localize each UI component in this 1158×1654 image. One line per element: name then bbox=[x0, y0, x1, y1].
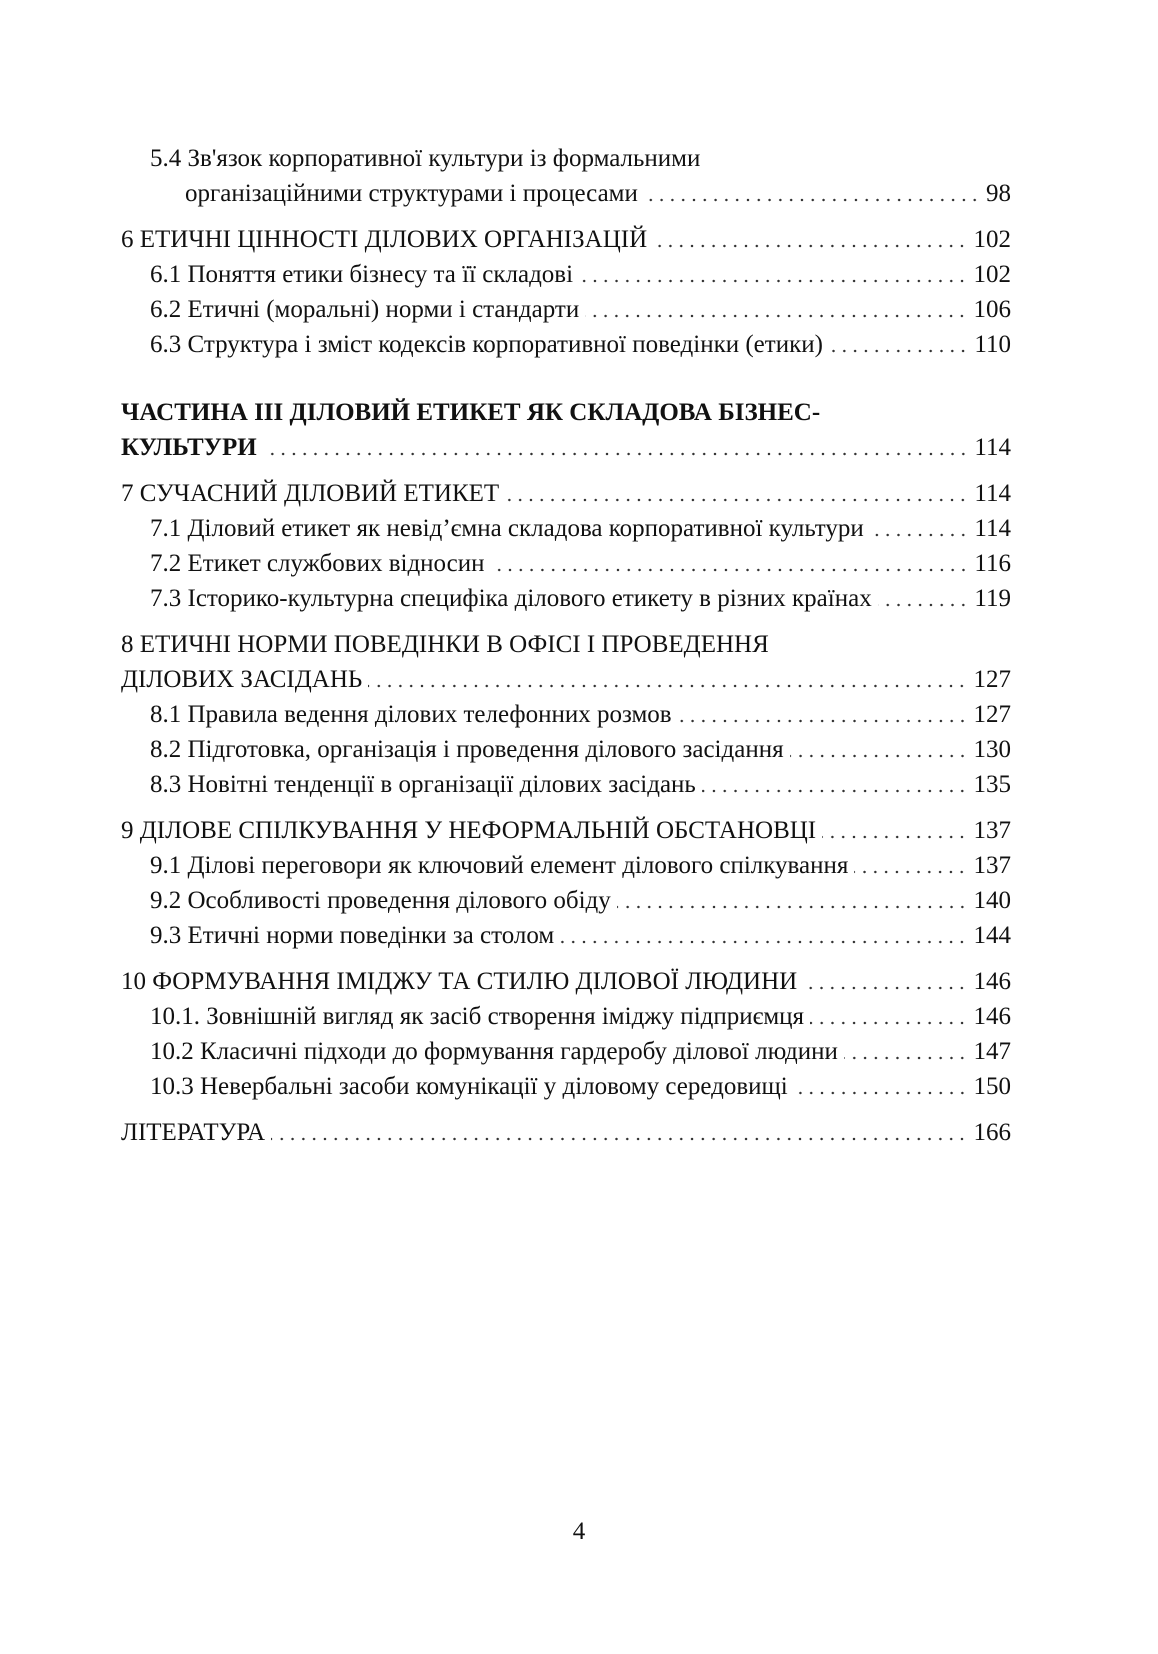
toc-chapter-8 bbox=[121, 659, 1011, 694]
toc-entry-title: 6.1 Поняття етики бізнесу та її складові bbox=[150, 261, 574, 288]
toc-entry-title: 8.1 Правила ведення ділових телефонних розмов bbox=[150, 701, 672, 728]
toc-page-number: 102 bbox=[973, 226, 1011, 253]
toc-page-number: 116 bbox=[974, 550, 1011, 577]
toc-part-title: КУЛЬТУРИ bbox=[121, 434, 257, 461]
toc-page-number: 127 bbox=[973, 701, 1011, 728]
toc-chapter-title: 6 ЕТИЧНІ ЦІННОСТІ ДІЛОВИХ ОРГАНІЗАЦІЙ bbox=[121, 226, 648, 253]
toc-entry-6-2 bbox=[121, 289, 1011, 324]
toc-chapter-title: ДІЛОВИХ ЗАСІДАНЬ bbox=[121, 666, 363, 693]
toc-entry-title: організаційними структурами і процесами bbox=[185, 180, 638, 207]
dot-leader bbox=[794, 1091, 968, 1095]
toc-entry-10-1 bbox=[121, 996, 1011, 1031]
toc-chapter-title: 7 СУЧАСНИЙ ДІЛОВИЙ ЕТИКЕТ bbox=[121, 480, 500, 507]
toc-page-number: 119 bbox=[974, 585, 1011, 612]
toc-page-number: 135 bbox=[973, 771, 1011, 798]
toc-chapter-title: ЛІТЕРАТУРА bbox=[121, 1119, 266, 1146]
toc-entry-5-4 bbox=[121, 173, 1011, 208]
toc-entry-title: 10.3 Невербальні засоби комунікації у діловому середовищі bbox=[150, 1073, 788, 1100]
toc-entry-title: 6.3 Структура і зміст кодексів корпоративної поведінки (етики) bbox=[150, 331, 823, 358]
toc-entry-title: 7.3 Історико-культурна специфіка ділового етикету в різних країнах bbox=[150, 585, 872, 612]
toc-entry-6-3 bbox=[121, 324, 1011, 359]
toc-part-title: ЧАСТИНА ІІІ ДІЛОВИЙ ЕТИКЕТ ЯК СКЛАДОВА БІЗНЕС- bbox=[121, 399, 821, 426]
dot-leader bbox=[803, 986, 967, 990]
dot-leader bbox=[271, 1137, 967, 1141]
toc-page-number: 106 bbox=[973, 296, 1011, 323]
toc-page-number: 140 bbox=[973, 887, 1011, 914]
toc-entry-9-3 bbox=[121, 915, 1011, 950]
toc-entry-title: 10.1. Зовнішній вигляд як засіб створення іміджу підприємця bbox=[150, 1003, 805, 1030]
toc-entry-title: 8.3 Новітні тенденції в організації ділових засідань bbox=[150, 771, 696, 798]
toc-page-number: 147 bbox=[973, 1038, 1011, 1065]
dot-leader bbox=[829, 349, 968, 353]
dot-leader bbox=[702, 789, 968, 793]
dot-leader bbox=[644, 198, 980, 202]
dot-leader bbox=[844, 1056, 968, 1060]
toc-chapter-title: 9 ДІЛОВЕ СПІЛКУВАННЯ У НЕФОРМАЛЬНІЙ ОБСТАНОВЦІ bbox=[121, 817, 817, 844]
toc-page-number: 150 bbox=[973, 1073, 1011, 1100]
toc-entry-10-3 bbox=[121, 1066, 1011, 1101]
toc-page-number: 137 bbox=[973, 817, 1011, 844]
toc-entry-8-1 bbox=[121, 694, 1011, 729]
toc-chapter-10 bbox=[121, 961, 1011, 996]
toc-part-3-line1 bbox=[121, 392, 1011, 427]
toc-entry-10-2 bbox=[121, 1031, 1011, 1066]
toc-entry-9-1 bbox=[121, 845, 1011, 880]
toc-page-number: 137 bbox=[973, 852, 1011, 879]
dot-leader bbox=[653, 244, 967, 248]
toc-entry-title: 7.1 Діловий етикет як невід’ємна складова корпоративної культури bbox=[150, 515, 864, 542]
dot-leader bbox=[617, 905, 968, 909]
toc-page-number: 144 bbox=[973, 922, 1011, 949]
toc-entry-7-1 bbox=[121, 508, 1011, 543]
toc-chapter-title: 10 ФОРМУВАННЯ ІМІДЖУ ТА СТИЛЮ ДІЛОВОЇ ЛЮДИНИ bbox=[121, 968, 798, 995]
toc-chapter-9 bbox=[121, 810, 1011, 845]
toc-chapter-title: 8 ЕТИЧНІ НОРМИ ПОВЕДІНКИ В ОФІСІ І ПРОВЕДЕННЯ bbox=[121, 631, 769, 658]
table-of-contents bbox=[121, 138, 1011, 1147]
toc-entry-9-2 bbox=[121, 880, 1011, 915]
dot-leader bbox=[505, 498, 968, 502]
toc-chapter-7 bbox=[121, 473, 1011, 508]
toc-entry-title: 9.3 Етичні норми поведінки за столом bbox=[150, 922, 555, 949]
dot-leader bbox=[822, 835, 967, 839]
toc-page-number: 114 bbox=[974, 434, 1011, 461]
toc-page-number: 127 bbox=[973, 666, 1011, 693]
toc-chapter-8-line1 bbox=[121, 624, 1011, 659]
toc-page-number: 114 bbox=[974, 515, 1011, 542]
dot-leader bbox=[870, 533, 969, 537]
toc-page-number: 98 bbox=[986, 180, 1011, 207]
page-number: 4 bbox=[572, 1518, 586, 1545]
dot-leader bbox=[560, 940, 967, 944]
toc-page-number: 146 bbox=[973, 968, 1011, 995]
dot-leader bbox=[263, 452, 969, 456]
toc-part-3 bbox=[121, 427, 1011, 462]
toc-page-number: 114 bbox=[974, 480, 1011, 507]
toc-entry-title: 5.4 Зв'язок корпоративної культури із формальними bbox=[150, 145, 701, 172]
toc-entry-8-2 bbox=[121, 729, 1011, 764]
toc-page-number: 102 bbox=[973, 261, 1011, 288]
toc-entry-title: 9.1 Ділові переговори як ключовий елемент ділового спілкування bbox=[150, 852, 849, 879]
toc-page-number: 166 bbox=[973, 1119, 1011, 1146]
dot-leader bbox=[878, 603, 969, 607]
toc-literature bbox=[121, 1112, 1011, 1147]
toc-entry-title: 8.2 Підготовка, організація і проведення ділового засідання bbox=[150, 736, 784, 763]
toc-chapter-6 bbox=[121, 219, 1011, 254]
toc-entry-title: 10.2 Класичні підходи до формування гардеробу ділової людини bbox=[150, 1038, 838, 1065]
dot-leader bbox=[790, 754, 968, 758]
dot-leader bbox=[810, 1021, 967, 1025]
toc-entry-7-3 bbox=[121, 578, 1011, 613]
dot-leader bbox=[579, 279, 967, 283]
toc-entry-title: 9.2 Особливості проведення ділового обіду bbox=[150, 887, 611, 914]
toc-entry-title: 6.2 Етичні (моральні) норми і стандарти bbox=[150, 296, 580, 323]
dot-leader bbox=[678, 719, 968, 723]
toc-entry-title: 7.2 Етикет службових відносин bbox=[150, 550, 485, 577]
toc-entry-6-1 bbox=[121, 254, 1011, 289]
dot-leader bbox=[491, 568, 969, 572]
dot-leader bbox=[368, 684, 967, 688]
toc-page-number: 146 bbox=[973, 1003, 1011, 1030]
toc-page-number: 110 bbox=[974, 331, 1011, 358]
dot-leader bbox=[585, 314, 967, 318]
dot-leader bbox=[854, 870, 967, 874]
toc-entry-7-2 bbox=[121, 543, 1011, 578]
toc-entry-5-4-line1 bbox=[121, 138, 1011, 173]
toc-page-number: 130 bbox=[973, 736, 1011, 763]
toc-entry-8-3 bbox=[121, 764, 1011, 799]
